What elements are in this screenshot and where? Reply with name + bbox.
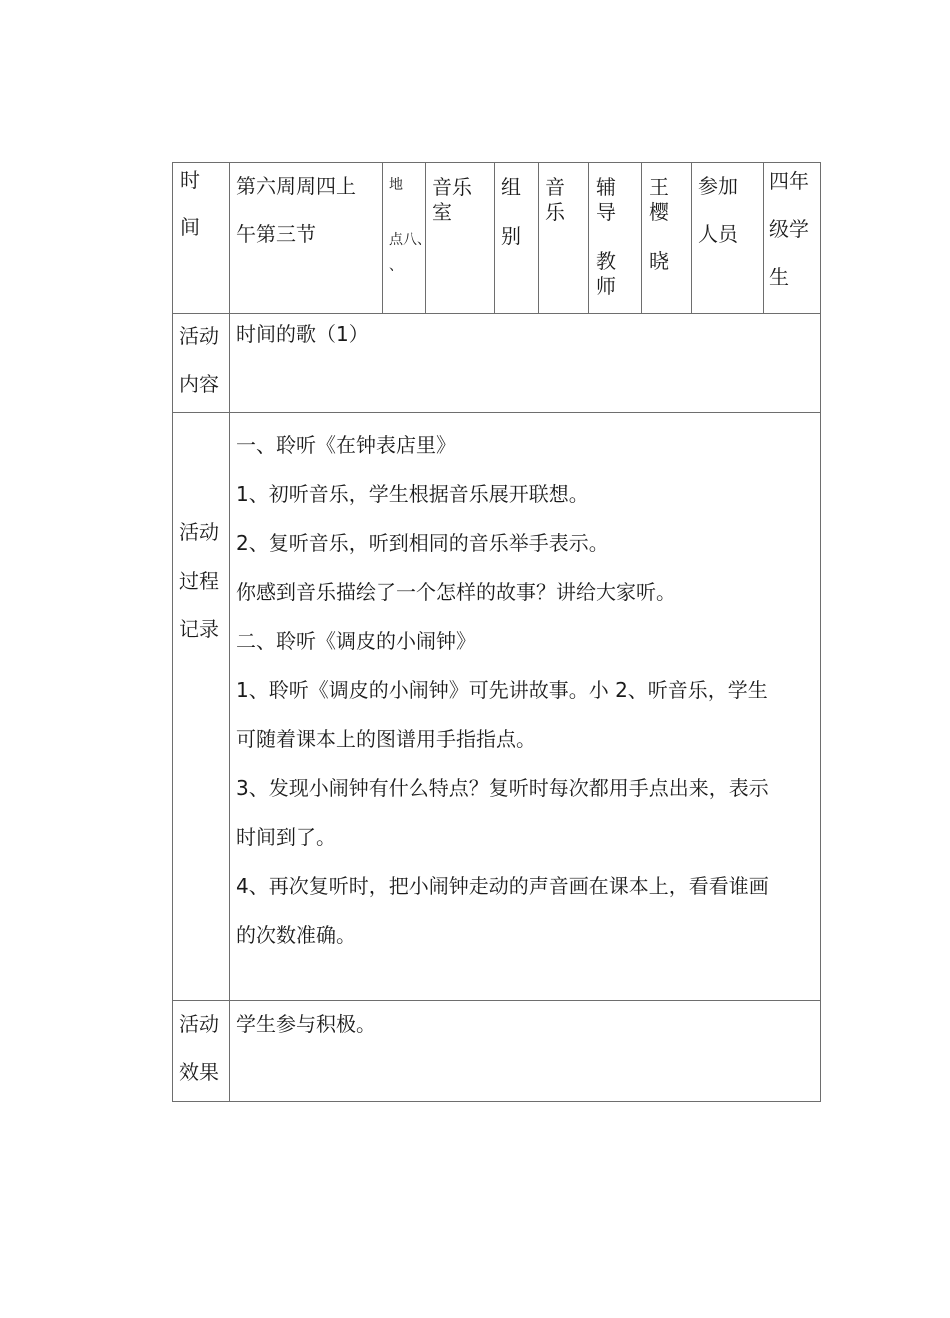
group-value-line: 音 xyxy=(545,175,565,199)
process-line: 3、发现小闹钟有什么特点？复听时每次都用手点出来，表示 xyxy=(236,776,769,800)
effect-label-line: 活动 xyxy=(179,1012,219,1036)
teacher-value-line: 樱 xyxy=(649,200,669,224)
effect-value: 学生参与积极。 xyxy=(236,1012,376,1036)
process-line: 1、初听音乐，学生根据音乐展开联想。 xyxy=(236,482,589,506)
group-label-line: 别 xyxy=(501,224,521,248)
content-value: 时间的歌（1） xyxy=(236,322,369,346)
content-label-line: 活动 xyxy=(179,324,219,348)
process-line: 4、再次复听时，把小闹钟走动的声音画在课本上，看看谁画 xyxy=(236,874,769,898)
process-line: 2、复听音乐，听到相同的音乐举手表示。 xyxy=(236,531,609,555)
teacher-value-line: 晓 xyxy=(649,249,669,273)
participants-value-line: 生 xyxy=(769,265,789,289)
time-label-line: 时 xyxy=(180,168,200,192)
process-label-line: 活动 xyxy=(179,520,219,544)
process-line: 你感到音乐描绘了一个怎样的故事？讲给大家听。 xyxy=(236,580,676,604)
process-line: 1、聆听《调皮的小闹钟》可先讲故事。小 2、听音乐，学生 xyxy=(236,678,768,702)
location-value-line: 室 xyxy=(432,200,452,224)
process-label-cell xyxy=(172,412,230,1001)
teacher-label-line: 教 xyxy=(596,249,616,273)
participants-label-line: 人员 xyxy=(698,222,738,246)
location-label-line: 点八、 xyxy=(389,232,431,248)
participants-value-line: 四年 xyxy=(769,169,809,193)
location-value-line: 音乐 xyxy=(432,175,472,199)
process-line: 可随着课本上的图谱用手指指点。 xyxy=(236,727,536,751)
effect-label-line: 效果 xyxy=(179,1060,219,1084)
participants-value-line: 级学 xyxy=(769,217,809,241)
process-line: 一、聆听《在钟表店里》 xyxy=(236,433,456,457)
group-value-line: 乐 xyxy=(545,200,565,224)
process-label-line: 记录 xyxy=(179,617,219,641)
teacher-label-line: 师 xyxy=(596,274,616,298)
location-label-line: 地 xyxy=(389,177,403,193)
teacher-label-line: 辅 xyxy=(596,175,616,199)
teacher-label-line: 导 xyxy=(596,200,616,224)
process-line: 二、聆听《调皮的小闹钟》 xyxy=(236,629,476,653)
teacher-value-line: 王 xyxy=(649,175,669,199)
content-label-line: 内容 xyxy=(179,372,219,396)
location-label-line: 、 xyxy=(389,258,403,274)
time-value-line: 午第三节 xyxy=(236,222,316,246)
time-value-line: 第六周周四上 xyxy=(236,174,356,198)
group-label-line: 组 xyxy=(501,175,521,199)
participants-label-line: 参加 xyxy=(698,174,738,198)
time-label-line: 间 xyxy=(180,215,200,239)
process-label-line: 过程 xyxy=(179,569,219,593)
process-line: 的次数准确。 xyxy=(236,923,356,947)
process-line: 时间到了。 xyxy=(236,825,336,849)
